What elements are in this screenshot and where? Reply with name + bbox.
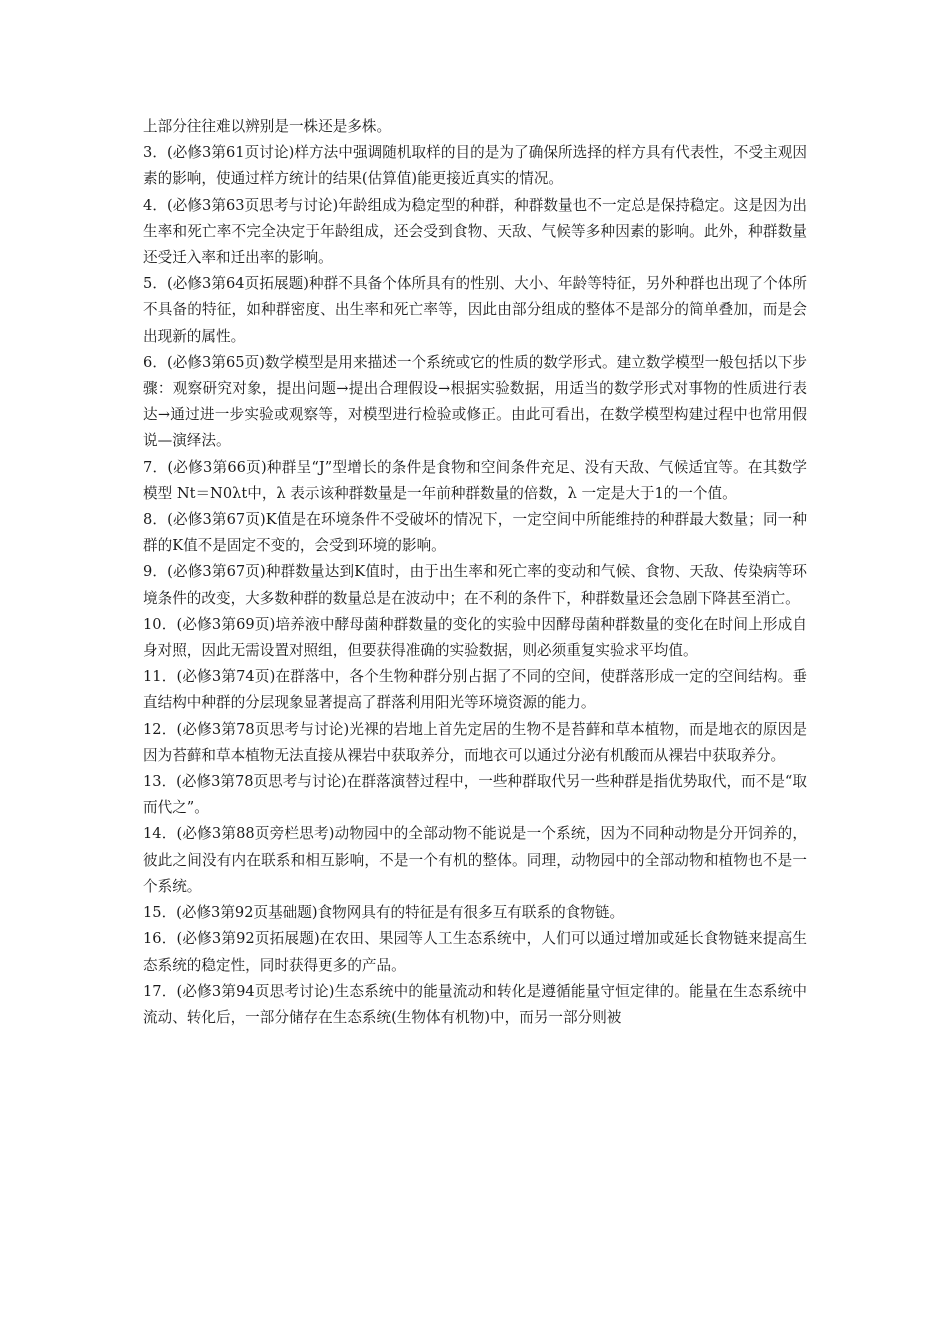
document-body	[143, 114, 807, 1031]
paragraph-7: 7．(必修3第66页)种群呈“J”型增长的条件是食物和空间条件充足、没有天敌、气候适宜等。在其数学模型 Nt＝N0λt中，λ 表示该种群数量是一年前种群数量的倍数，λ 一定是大于1的一个值。	[143, 458, 807, 502]
paragraph-11: 11．(必修3第74页)在群落中，各个生物种群分别占据了不同的空间，使群落形成一定的空间结构。垂直结构中种群的分层现象显著提高了群落利用阳光等环境资源的能力。	[143, 668, 807, 712]
paragraph-continuation: 上部分往往难以辨别是一株还是多株。	[143, 118, 392, 135]
paragraph-3: 3．(必修3第61页讨论)样方法中强调随机取样的目的是为了确保所选择的样方具有代表性，不受主观因素的影响，使通过样方统计的结果(估算值)能更接近真实的情况。	[143, 144, 807, 188]
paragraph-4: 4．(必修3第63页思考与讨论)年龄组成为稳定型的种群，种群数量也不一定总是保持稳定。这是因为出生率和死亡率不完全决定于年龄组成，还会受到食物、天敌、气候等多种因素的影响。此外，种群数量还受迁入率和迁出率的影响。	[143, 196, 807, 267]
paragraph-14: 14．(必修3第88页旁栏思考)动物园中的全部动物不能说是一个系统，因为不同种动物是分开饲养的，彼此之间没有内在联系和相互影响，不是一个有机的整体。同理，动物园中的全部动物和植物也不是一个系统。	[143, 825, 807, 895]
paragraph-9: 9．(必修3第67页)种群数量达到K值时，由于出生率和死亡率的变动和气候、食物、天敌、传染病等环境条件的改变，大多数种群的数量总是在波动中；在不利的条件下，种群数量还会急剧下降甚至消亡。	[143, 563, 807, 607]
paragraph-6: 6．(必修3第65页)数学模型是用来描述一个系统或它的性质的数学形式。建立数学模型一般包括以下步骤：观察研究对象，提出问题→提出合理假设→根据实验数据，用适当的数学形式对事物的性质进行表达→通过进一步实验或观察等，对模型进行检验或修正。由此可看出，在数学模型构建过程中也常用假说—演绎法。	[143, 353, 807, 450]
paragraph-13: 13．(必修3第78页思考与讨论)在群落演替过程中，一些种群取代另一些种群是指优势取代，而不是“取而代之”。	[143, 773, 807, 817]
paragraph-17: 17．(必修3第94页思考讨论)生态系统中的能量流动和转化是遵循能量守恒定律的。能量在生态系统中流动、转化后，一部分储存在生态系统(生物体有机物)中，而另一部分则被	[143, 982, 807, 1026]
paragraph-12: 12．(必修3第78页思考与讨论)光裸的岩地上首先定居的生物不是苔藓和草本植物，而是地衣的原因是因为苔藓和草本植物无法直接从裸岩中获取养分，而地衣可以通过分泌有机酸而从裸岩中获取养分。	[143, 720, 807, 764]
paragraph-15: 15．(必修3第92页基础题)食物网具有的特征是有很多互有联系的食物链。	[143, 904, 625, 922]
paragraph-5: 5．(必修3第64页拓展题)种群不具备个体所具有的性别、大小、年龄等特征，另外种群也出现了个体所不具备的特征，如种群密度、出生率和死亡率等，因此由部分组成的整体不是部分的简单叠加，而是会出现新的属性。	[143, 275, 807, 345]
paragraph-10: 10．(必修3第69页)培养液中酵母菌种群数量的变化的实验中因酵母菌种群数量的变化在时间上形成自身对照，因此无需设置对照组，但要获得准确的实验数据，则必须重复实验求平均值。	[143, 615, 807, 660]
paragraph-16: 16．(必修3第92页拓展题)在农田、果园等人工生态系统中，人们可以通过增加或延长食物链来提高生态系统的稳定性，同时获得更多的产品。	[143, 930, 807, 974]
paragraph-8: 8．(必修3第67页)K值是在环境条件不受破坏的情况下，一定空间中所能维持的种群最大数量；同一种群的K值不是固定不变的，会受到环境的影响。	[143, 511, 807, 555]
